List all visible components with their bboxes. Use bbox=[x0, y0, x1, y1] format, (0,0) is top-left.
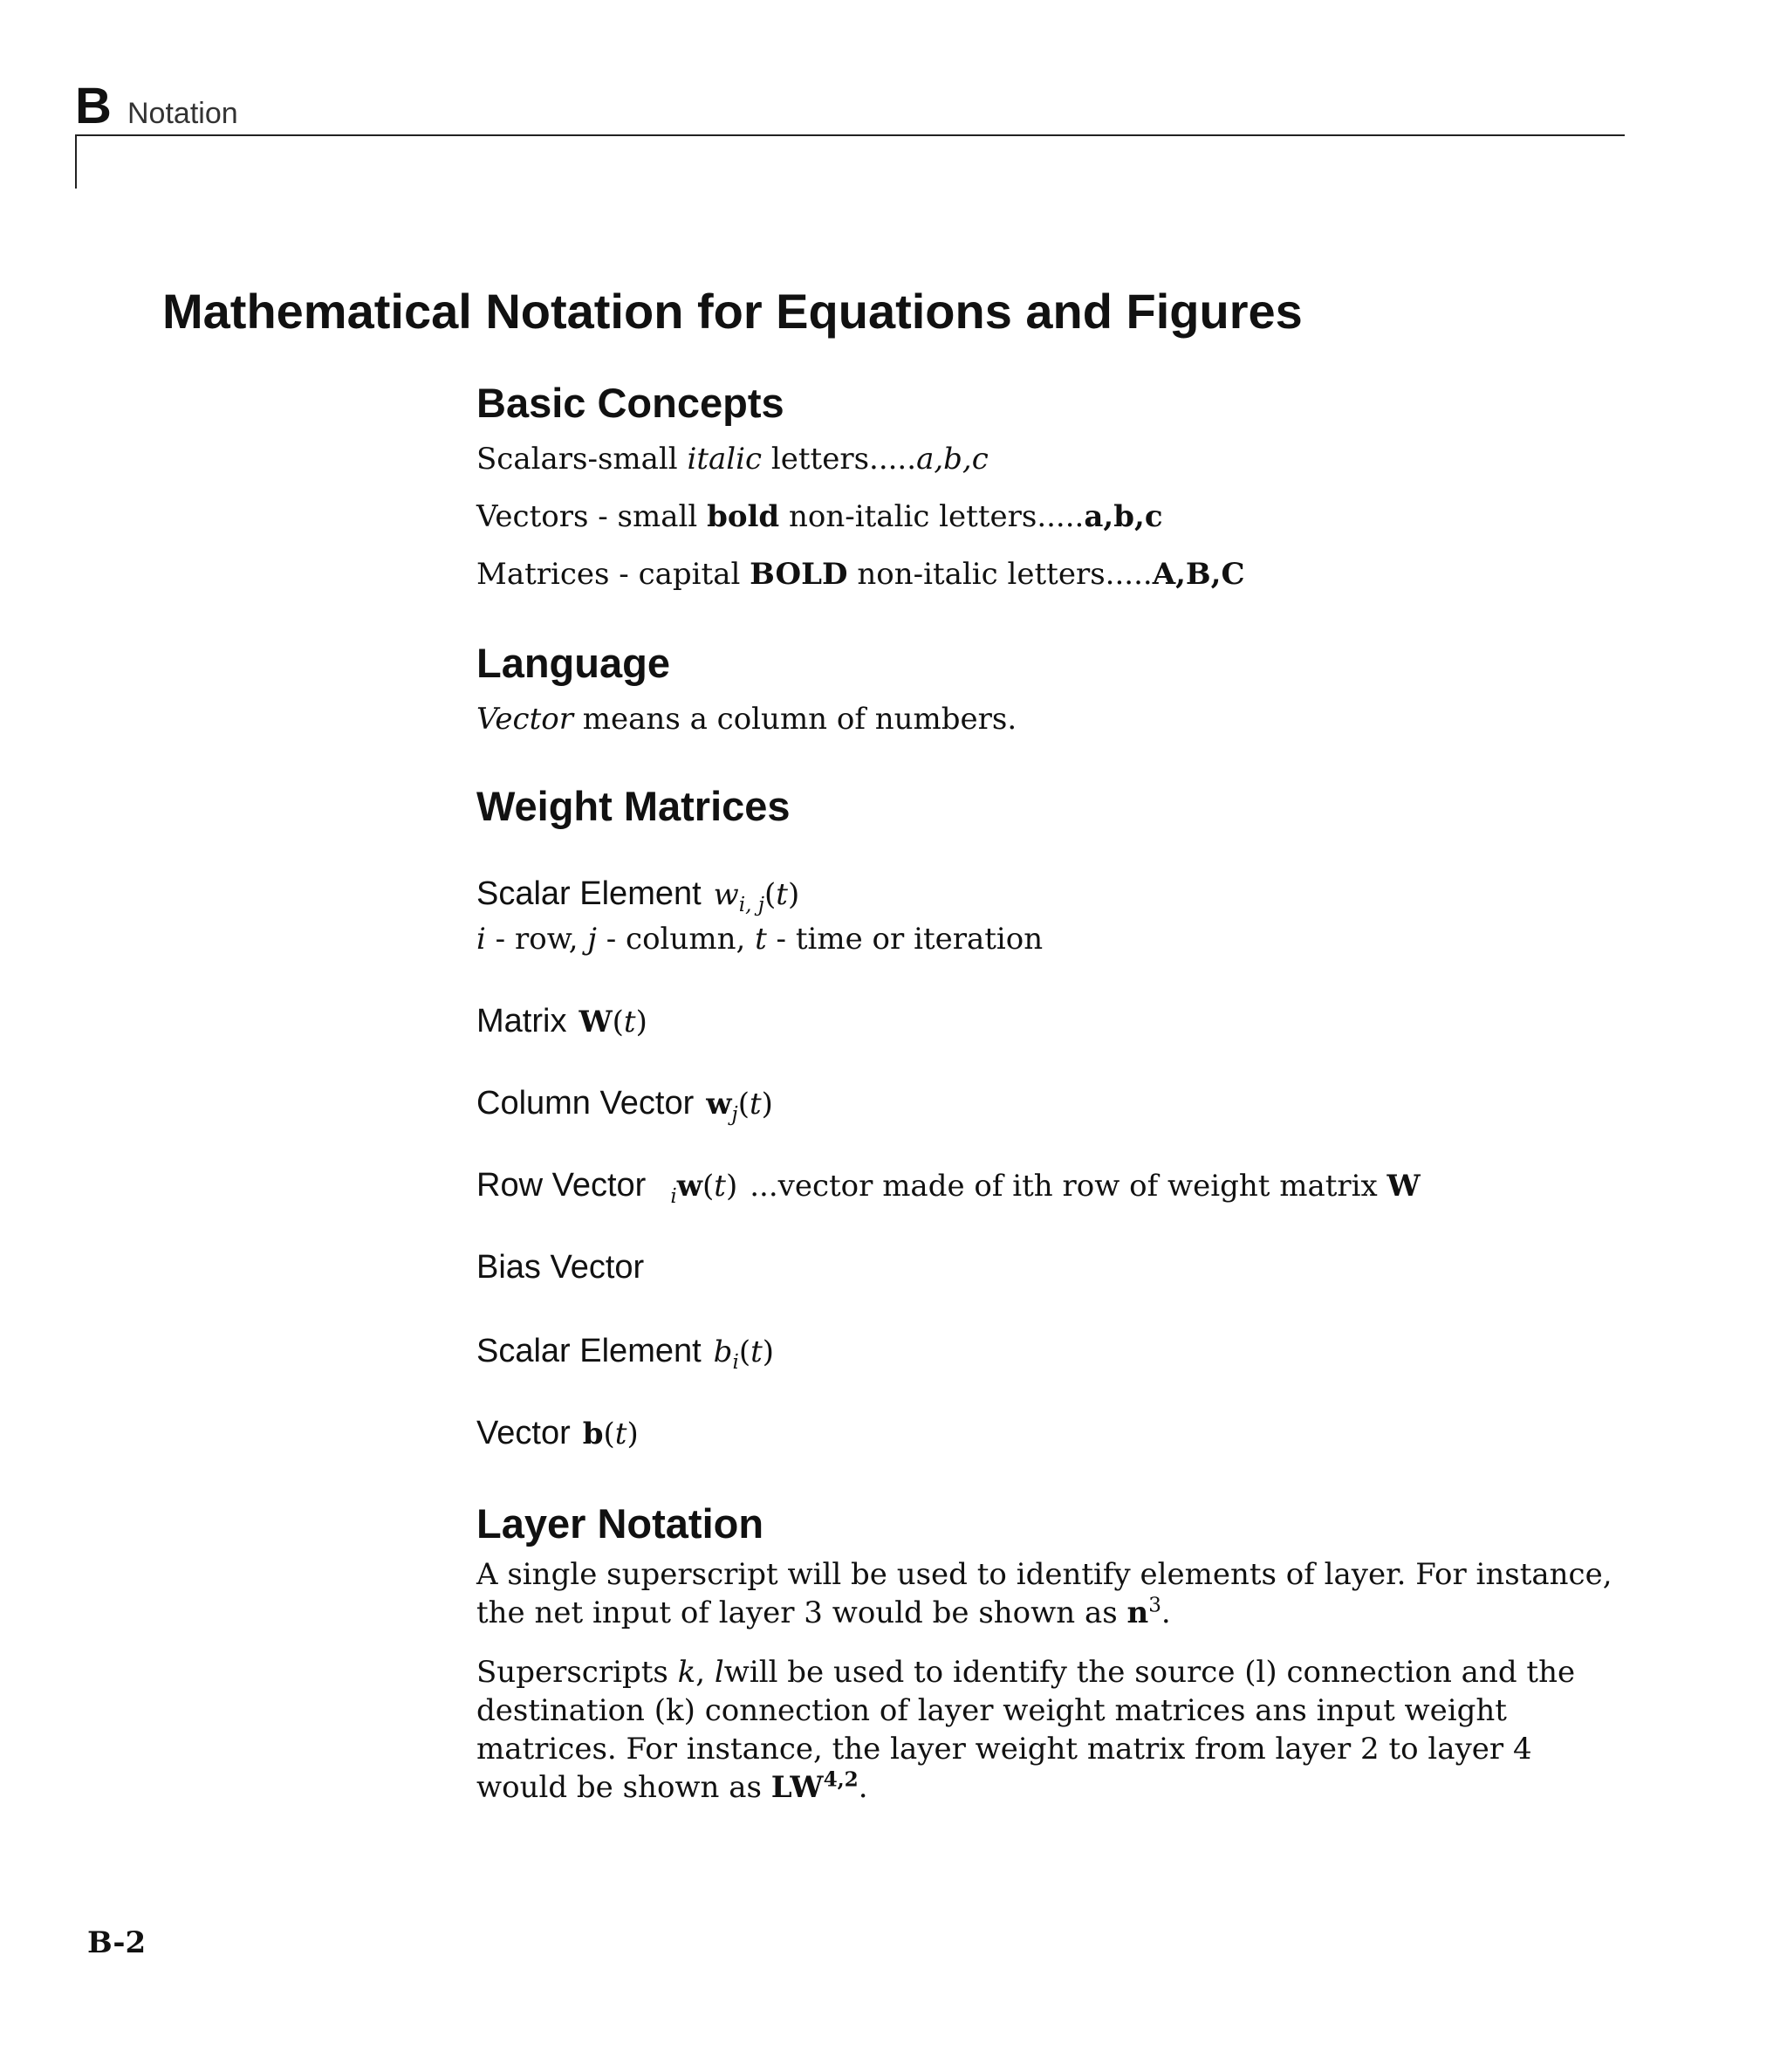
layer-p2-l: l bbox=[714, 1655, 724, 1690]
scalars-prefix: Scalars-small bbox=[476, 442, 688, 477]
matrix-arg: t bbox=[623, 1005, 636, 1039]
row-vector-presubscript: i bbox=[670, 1185, 677, 1209]
bias-vector-label: Bias Vector bbox=[476, 1249, 645, 1286]
scalars-example: a,b,c bbox=[916, 442, 989, 477]
column-vector-line: Column Vector $w_j(t)$ bbox=[476, 1085, 773, 1127]
bias-vector-arg: t bbox=[614, 1417, 627, 1451]
legend-t: t bbox=[755, 922, 767, 957]
scalars-mid: letters..... bbox=[762, 442, 917, 477]
legend-j: j bbox=[587, 922, 597, 957]
layer-p1-symbol: n bbox=[1126, 1595, 1149, 1630]
row-vector-arg: t bbox=[714, 1169, 726, 1204]
layer-p2-superscript: 4,2 bbox=[823, 1767, 859, 1792]
matrices-line bbox=[476, 557, 1245, 593]
layer-p2-comma: , bbox=[695, 1655, 715, 1690]
language-rest: means a column of numbers. bbox=[572, 702, 1017, 737]
layer-p1-superscript: 3 bbox=[1148, 1594, 1161, 1617]
weight-scalar-arg: t bbox=[776, 877, 788, 912]
bias-scalar-symbol: b bbox=[713, 1334, 733, 1369]
row-vector-description: ...vector made of ith row of weight matrix bbox=[750, 1169, 1387, 1204]
running-header-title: Notation bbox=[127, 97, 238, 130]
row-vector-symbol: w bbox=[676, 1169, 702, 1204]
legend-i: i bbox=[476, 922, 486, 957]
vectors-example: a,b,c bbox=[1084, 499, 1163, 534]
heading-layer-notation: Layer Notation bbox=[476, 1500, 764, 1547]
bias-vector-line: Vector b(t) bbox=[476, 1415, 639, 1451]
vectors-mid: non-italic letters..... bbox=[779, 499, 1085, 534]
bias-scalar-subscript: i bbox=[732, 1351, 739, 1375]
header-margin-tick bbox=[75, 134, 77, 189]
bias-scalar-arg: t bbox=[750, 1334, 763, 1369]
scalars-line bbox=[476, 442, 989, 477]
heading-basic-concepts: Basic Concepts bbox=[476, 380, 784, 426]
language-line bbox=[476, 702, 1017, 738]
vectors-bold-word: bold bbox=[707, 499, 780, 534]
layer-p2-text: will be used to identify the source (l) connection and the destination (k) connection of layer weight matrices ans input weight matrices. For instance, the layer weight matrix from layer 2 to layer 4 would be shown as bbox=[476, 1655, 1576, 1805]
layer-p2-prefix: Superscripts bbox=[476, 1655, 678, 1690]
legend-j-text: - column, bbox=[596, 922, 756, 957]
vectors-prefix: Vectors - small bbox=[476, 499, 708, 534]
row-vector-line: Row Vector $_i$w(t) ...vector made of ith row of weight matrix W bbox=[476, 1167, 1421, 1209]
appendix-letter: B bbox=[75, 78, 112, 134]
weight-scalar-element: Scalar Element $w_{i, j}(t)$ bbox=[476, 875, 800, 917]
page-title: Mathematical Notation for Equations and Figures bbox=[162, 284, 1303, 339]
matrices-mid: non-italic letters..... bbox=[847, 557, 1153, 592]
heading-weight-matrices: Weight Matrices bbox=[476, 783, 791, 829]
heading-language: Language bbox=[476, 640, 670, 686]
matrices-prefix: Matrices - capital bbox=[476, 557, 750, 592]
bias-scalar-label: Scalar Element bbox=[476, 1333, 702, 1369]
matrices-example: A,B,C bbox=[1152, 557, 1245, 592]
weight-matrix-line: Matrix W(t) bbox=[476, 1003, 647, 1039]
layer-paragraph-1 bbox=[476, 1555, 1628, 1632]
page-number: B-2 bbox=[87, 1925, 147, 1960]
layer-p1-text: A single superscript will be used to identify elements of layer. For instance, the net input of layer 3 would be shown as bbox=[476, 1557, 1612, 1630]
layer-paragraph-2 bbox=[476, 1653, 1628, 1807]
column-vector-symbol: w bbox=[706, 1087, 732, 1122]
column-vector-label: Column Vector bbox=[476, 1085, 695, 1122]
bias-vector-symbol: b bbox=[582, 1417, 604, 1451]
legend-t-text: - time or iteration bbox=[766, 922, 1044, 957]
column-vector-arg: t bbox=[749, 1087, 762, 1122]
column-vector-subscript: j bbox=[731, 1103, 738, 1127]
layer-p2-end: . bbox=[858, 1770, 868, 1805]
matrices-bold-word: BOLD bbox=[750, 557, 848, 592]
matrix-label: Matrix bbox=[476, 1003, 567, 1039]
weight-scalar-symbol: w bbox=[713, 877, 739, 912]
layer-p1-end: . bbox=[1161, 1595, 1171, 1630]
legend-i-text: - row, bbox=[485, 922, 588, 957]
bias-vector-heading bbox=[476, 1248, 644, 1288]
vectors-line bbox=[476, 499, 1163, 535]
row-vector-label: Row Vector bbox=[476, 1167, 647, 1204]
bias-vector-label-2: Vector bbox=[476, 1415, 571, 1451]
header-rule bbox=[75, 134, 1625, 136]
weight-scalar-subscript: i, j bbox=[738, 894, 765, 917]
scalars-italic-word: italic bbox=[687, 442, 763, 477]
bias-scalar-element: Scalar Element $b_i(t)$ bbox=[476, 1333, 775, 1375]
weight-scalar-label: Scalar Element bbox=[476, 875, 702, 912]
language-term: Vector bbox=[476, 702, 573, 737]
weight-index-legend bbox=[476, 922, 1043, 957]
layer-p2-k: k bbox=[677, 1655, 696, 1690]
matrix-symbol: W bbox=[579, 1005, 613, 1039]
row-vector-description-bold: W bbox=[1386, 1169, 1421, 1204]
layer-p2-symbol: LW bbox=[770, 1770, 824, 1805]
